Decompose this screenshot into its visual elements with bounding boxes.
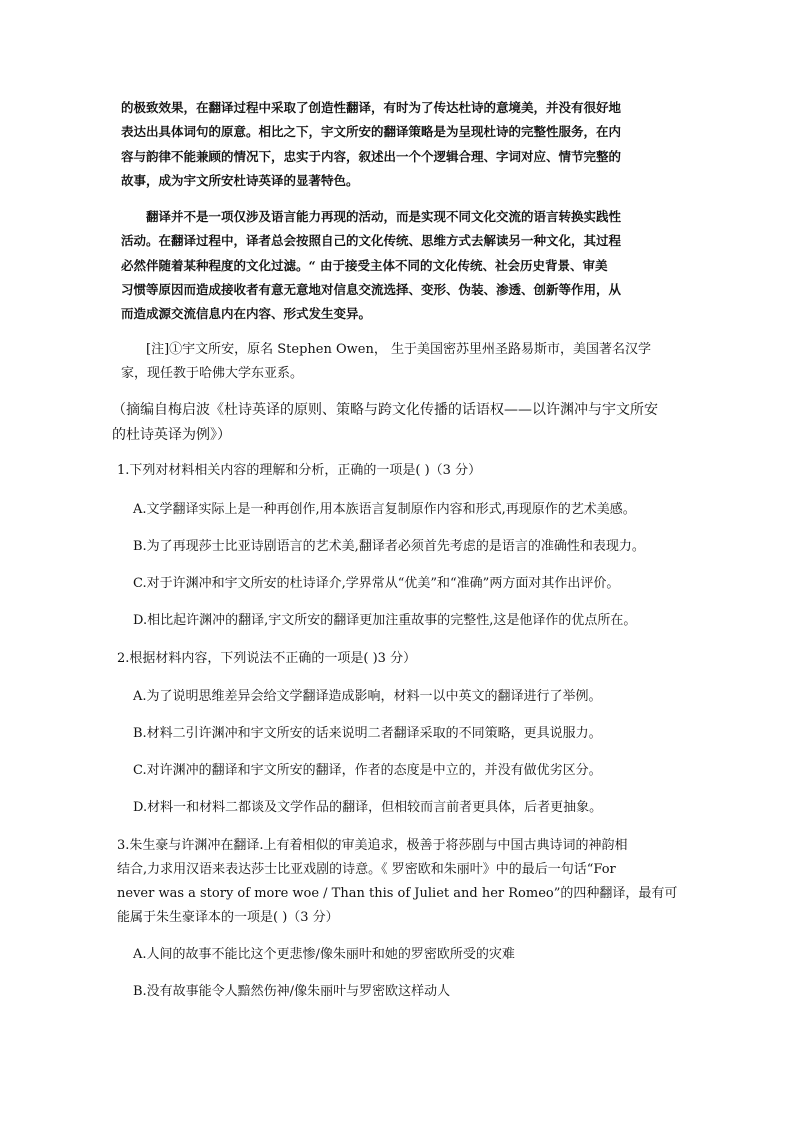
- text-line: 的极致效果，在翻译过程中采取了创造性翻译，有时为了传达杜诗的意境美，并没有很好地: [121, 100, 622, 115]
- option-a[interactable]: A.为了说明思维差异会给文学翻译造成影响，材料一以中英文的翻译进行了举例。: [133, 689, 602, 704]
- text-line: 活动。在翻译过程中，译者总会按照自己的文化传统、思维方式去解读另一种文化，其过程: [121, 233, 622, 248]
- option-c[interactable]: C.对于许渊冲和宇文所安的杜诗译介,学界常从“优美”和“准确”两方面对其作出评价。: [133, 576, 620, 591]
- text-line: （摘编自梅启波《杜诗英译的原则、策略与跨文化传播的话语权——以许渊冲与宇文所安: [112, 402, 658, 418]
- text-line: 而造成源交流信息内在内容、形式发生变异。: [121, 306, 372, 321]
- text-line: [注]①宇文所安，原名 Stephen Owen， 生于美国密苏里州圣路易斯市，美国著名汉学: [146, 342, 651, 357]
- text-line: 家，现任教于哈佛大学东亚系。: [121, 366, 304, 381]
- option-b[interactable]: B.为了再现莎士比亚诗剧语言的艺术美,翻译者必须首先考虑的是语言的准确性和表现力。: [133, 539, 645, 554]
- option-a[interactable]: A.人间的故事不能比这个更悲惨/像朱丽叶和她的罗密欧所受的灾难: [133, 947, 515, 962]
- text-line: 习惯等原因而造成接收者有意无意地对信息交流选择、变形、伪装、渗透、创新等作用，从: [121, 282, 622, 297]
- text-line: 翻译并不是一项仅涉及语言能力再现的活动，而是实现不同文化交流的语言转换实践性: [146, 209, 622, 224]
- question-stem: 2.根据材料内容，下列说法不正确的一项是( )3 分）: [117, 651, 417, 666]
- question-stem: 结合,力求用汉语来表达莎士比亚戏剧的诗意。《 罗密欧和朱丽叶》中的最后一句话“For: [117, 862, 616, 877]
- option-b[interactable]: B.材料二引许渊冲和宇文所安的话来说明二者翻译采取的不同策略，更具说服力。: [133, 726, 602, 741]
- text-line: 故事，成为宇文所安杜诗英译的显著特色。: [121, 173, 359, 188]
- text-line: 必然伴随着某种程度的文化过滤。“ 由于接受主体不同的文化传统、社会历史背景、审美: [121, 258, 608, 273]
- option-d[interactable]: D.材料一和材料二都谈及文学作品的翻译，但相较而言前者更具体，后者更抽象。: [133, 800, 603, 815]
- question-stem: never was a story of more woe / Than this of Juliet and her Romeo”的四种翻译，最有可: [117, 886, 678, 901]
- text-line: 表达出具体词句的原意。相比之下，宇文所安的翻译策略是为呈现杜诗的完整性服务，在内: [121, 124, 622, 139]
- question-stem: 3.朱生豪与许渊冲在翻译.上有着相似的审美追求，极善于将莎剧与中国古典诗词的神韵相: [117, 838, 628, 853]
- option-a[interactable]: A.文学翻译实际上是一种再创作,用本族语言复制原作内容和形式,再现原作的艺术美感。: [133, 502, 636, 517]
- question-stem: 能属于朱生豪译本的一项是( )（3 分）: [117, 910, 339, 925]
- option-c[interactable]: C.对许渊冲的翻译和宇文所安的翻译，作者的态度是中立的，并没有做优劣区分。: [133, 763, 602, 778]
- option-d[interactable]: D.相比起许渊冲的翻译,宇文所安的翻译更加注重故事的完整性,这是他译作的优点所在。: [133, 613, 637, 628]
- option-b[interactable]: B.没有故事能令人黯然伤神/像朱丽叶与罗密欧这样动人: [133, 984, 451, 999]
- question-stem: 1.下列对材料相关内容的理解和分析，正确的一项是( )（3 分）: [117, 463, 482, 478]
- text-line: 的杜诗英译为例》）: [112, 427, 231, 443]
- text-line: 容与韵律不能兼顾的情况下，忠实于内容，叙述出一个个逻辑合理、字词对应、情节完整的: [121, 149, 622, 164]
